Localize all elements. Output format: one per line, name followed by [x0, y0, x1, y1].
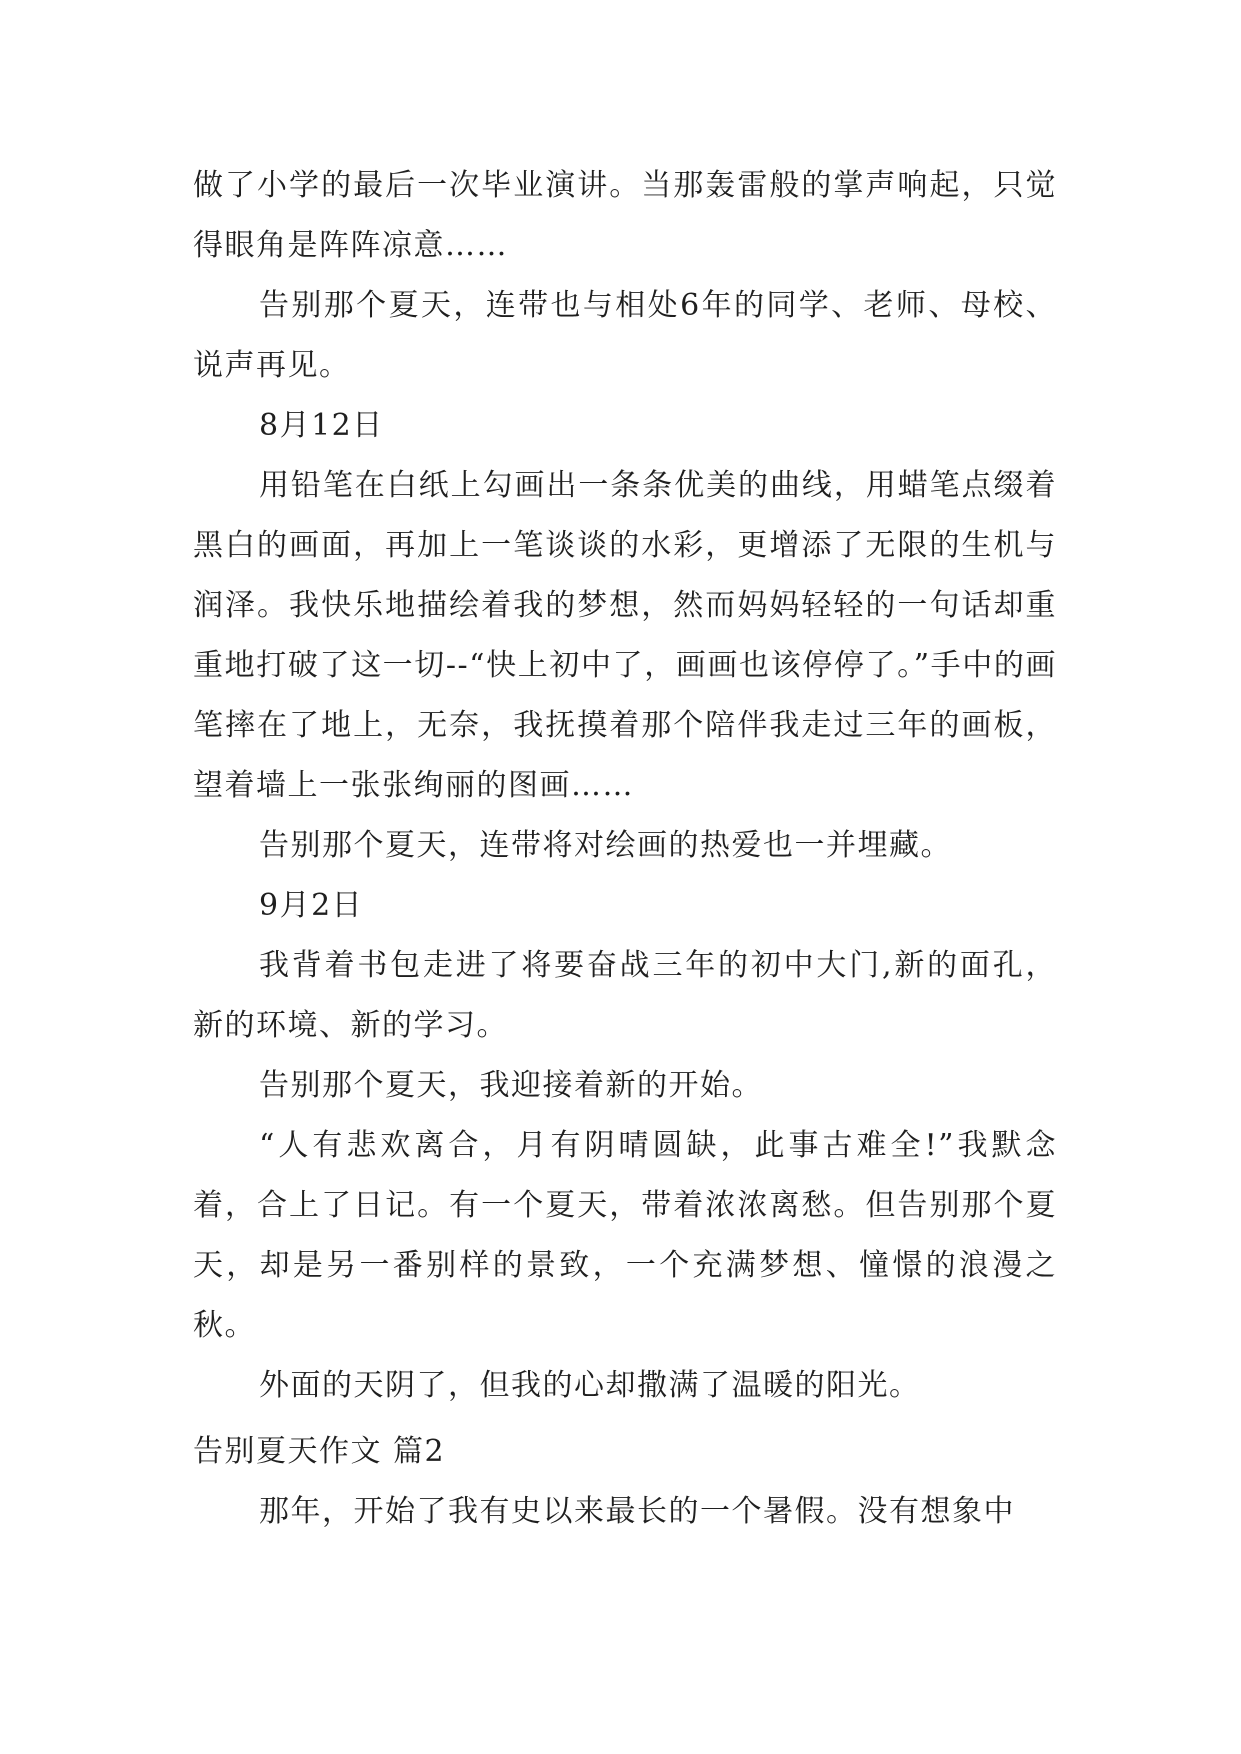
paragraph: 告别那个夏天，连带也与相处6年的同学、老师、母校、说声再见。: [193, 288, 1057, 383]
paragraph: 告别那个夏天，连带将对绘画的热爱也一并埋藏。: [259, 828, 952, 863]
paragraph: “人有悲欢离合，月有阴晴圆缺，此事古难全!”我默念着，合上了日记。有一个夏天，带着浓浓离愁。但告别那个夏天，却是另一番别样的景致，一个充满梦想、憧憬的浪漫之秋。: [193, 1128, 1057, 1343]
paragraph: 用铅笔在白纸上勾画出一条条优美的曲线，用蜡笔点缀着黑白的画面，再加上一笔谈谈的水彩，更增添了无限的生机与润泽。我快乐地描绘着我的梦想，然而妈妈轻轻的一句话却重重地打破了这一切--“快上初中了，画画也该停停了。”手中的画笔摔在了地上，无奈，我抚摸着那个陪伴我走过三年的画板，望着墙上一张张绚丽的图画……: [193, 468, 1057, 803]
continued-paragraph: 做了小学的最后一次毕业演讲。当那轰雷般的掌声响起，只觉得眼角是阵阵凉意……: [193, 168, 1057, 263]
date-line: 9月2日: [259, 888, 364, 923]
date-line: 8月12日: [259, 408, 384, 443]
essay-body: [193, 156, 1057, 1416]
paragraph: 我背着书包走进了将要奋战三年的初中大门,新的面孔，新的环境、新的学习。: [193, 948, 1057, 1043]
paragraph: 那年，开始了我有史以来最长的一个暑假。没有想象中: [259, 1494, 1015, 1529]
section-heading: 告别夏天作文 篇2: [193, 1434, 446, 1469]
paragraph: 外面的天阴了，但我的心却撒满了温暖的阳光。: [259, 1368, 921, 1403]
paragraph: 告别那个夏天，我迎接着新的开始。: [259, 1068, 763, 1103]
section-two: [193, 1422, 1057, 1542]
